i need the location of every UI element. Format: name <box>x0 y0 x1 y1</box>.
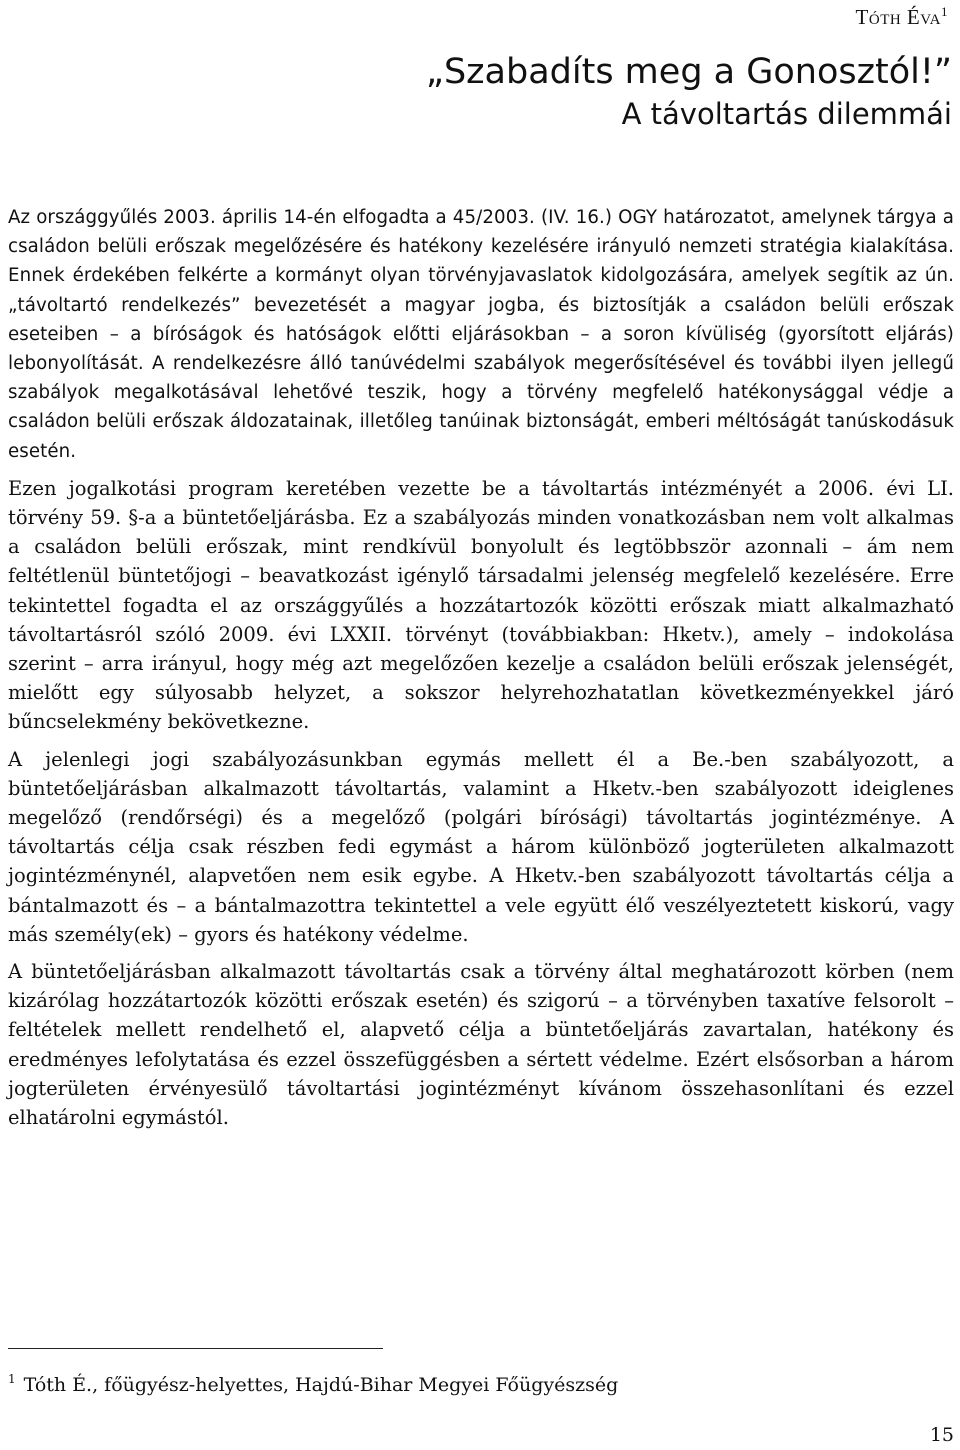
footnote-divider <box>8 1348 383 1349</box>
title-block <box>426 50 952 134</box>
author-name-text: Tóth Éva <box>855 5 941 29</box>
page-number: 15 <box>929 1424 954 1446</box>
paragraph-2: Ezen jogalkotási program keretében vezette be a távoltartás intézményét a 2006. évi LI. törvény 59. §-a a büntetőeljárásba. Ez a szabályozás minden vonatkozásban nem volt alkalmas a családon belüli erőszak, mint rendkívül bonyolult és legtöbbször azonnali – ám nem feltétlenül büntetőjogi – beavatkozást igénylő társadalmi jelenség megfelelő kezelésére. Erre tekintettel fogadta el az országgyűlés a hozzátartozók közötti erőszak miatt alkalmazható távoltartásról szóló 2009. évi LXXII. törvényt (továbbiakban: Hketv.), amely – indokolása szerint – arra irányul, hogy még azt megelőzően kezelje a családon belüli erőszak jelenségét, mielőtt egy súlyosabb helyzet, a sokszor helyrehozhatatlan következményekkel járó bűncselekmény bekövetkezne. <box>8 476 954 734</box>
footnote-text: Tóth É., főügyész-helyettes, Hajdú-Bihar Megyei Főügyészség <box>23 1374 619 1396</box>
paragraph-3: A jelenlegi jogi szabályozásunkban egymás mellett él a Be.-ben szabályozott, a büntetőeljárásban alkalmazott távoltartás, valamint a Hketv.-ben szabályozott ideiglenes megelőző (rendőrségi) és a megelőző (polgári bírósági) távoltartás jogintézménye. A távoltartás célja csak részben fedi egymást a három különböző jogterületen alkalmazott jogintézménynél, alapvetően nem esik egybe. A Hketv.-ben szabályozott távoltartás célja a bántalmazott és – a bántalmazottra tekintettel a vele együtt élő veszélyeztetett kiskorú, vagy más személy(ek) – gyors és hatékony védelme. <box>8 747 954 946</box>
paragraph-4: A büntetőeljárásban alkalmazott távoltartás csak a törvény által meghatározott körben (nem kizárólag hozzátartozók közötti erőszak esetén) és szigorú – a törvényben taxatíve felsorolt – feltételek mellett rendelhető el, alapvető célja a büntetőeljárás zavartalan, hatékony és eredményes lefolytatása és ezzel összefüggésben a sértett védelme. Ezért elsősorban a három jogterületen érvényesülő távoltartási jogintézményt kívánom összehasonlítani és ezzel elhatárolni egymástól. <box>8 960 954 1130</box>
paragraph-1: Az országgyűlés 2003. április 14-én elfogadta a 45/2003. (IV. 16.) OGY határozatot, amelynek tárgya a családon belüli erőszak megelőzésére és hatékony kezelésére irányuló nemzeti stratégia kialakítása. Ennek érdekében felkérte a kormányt olyan törvényjavaslatok kidolgozására, amelyek segítik az ún. „távoltartó rendelkezés” bevezetését a magyar jogba, és biztosítják a családon belüli erőszak eseteiben – a bíróságok és hatóságok előtti eljárásokban – a soron kívüliség (gyorsított eljárás) lebonyolítását. A rendelkezésre álló tanúvédelmi szabályok megerősítésével és további ilyen jellegű szabályok megalkotásával lehetővé teszik, hogy a törvény megfelelő hatékonysággal védje a családon belüli erőszak áldozatainak, illetőleg tanúinak biztonságát, emberi méltóságát tanúskodásuk esetén. <box>8 207 954 462</box>
author-name <box>856 4 948 30</box>
footnote <box>8 1366 618 1398</box>
footnote-mark: 1 <box>8 1372 16 1386</box>
page-subtitle: A távoltartás dilemmái <box>621 97 952 131</box>
body-text <box>8 203 954 1132</box>
author-footnote-mark: 1 <box>941 4 948 19</box>
page-title: „Szabadíts meg a Gonosztól!” <box>425 52 952 92</box>
